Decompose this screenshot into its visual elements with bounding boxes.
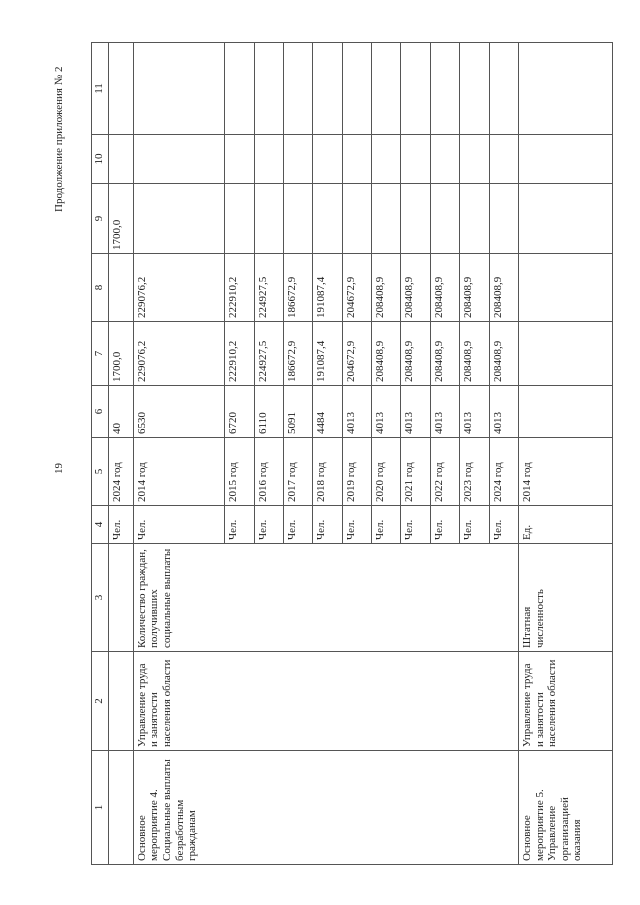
table-row (109, 43, 134, 865)
measure-4-indicator: Количество граждан, получивших социальные выплаты (133, 544, 225, 652)
cell (254, 652, 283, 751)
value-cell: 224927,5 (254, 254, 283, 322)
value-cell: 222910,2 (225, 322, 254, 386)
count-cell: 40 (109, 386, 134, 438)
measure-4-name: Основное мероприятие 4. Социальные выплаты безработным гражданам (133, 751, 225, 865)
year-cell: 2014 год (518, 438, 612, 506)
table-row (489, 43, 518, 865)
cell (489, 135, 518, 184)
measure-5-name: Основное мероприятие 5. Управление организацией оказания (518, 751, 612, 865)
count-cell: 4484 (313, 386, 342, 438)
unit-cell: Чел. (460, 506, 489, 544)
cell (460, 43, 489, 135)
value-cell: 208408,9 (460, 254, 489, 322)
cell (225, 544, 254, 652)
cell (518, 386, 612, 438)
table-row (518, 43, 612, 865)
continuation-note: Продолжение приложения № 2 (53, 66, 65, 212)
cell (460, 544, 489, 652)
cell (489, 652, 518, 751)
cell (284, 751, 313, 865)
cell (225, 184, 254, 254)
cell (489, 43, 518, 135)
cell (342, 135, 371, 184)
cell (372, 544, 401, 652)
cell (489, 184, 518, 254)
value-cell: 208408,9 (372, 322, 401, 386)
cell (460, 652, 489, 751)
value-cell: 186672,9 (284, 254, 313, 322)
cell (254, 544, 283, 652)
cell (372, 751, 401, 865)
cell (284, 652, 313, 751)
value-cell: 1700,0 (109, 322, 134, 386)
cell (133, 184, 225, 254)
cell (489, 751, 518, 865)
cell (284, 135, 313, 184)
cell (430, 751, 459, 865)
value-cell: 208408,9 (489, 322, 518, 386)
unit-cell: Ед. (518, 506, 612, 544)
cell (254, 751, 283, 865)
unit-cell: Чел. (372, 506, 401, 544)
measure-5-indicator: Штатная численность (518, 544, 612, 652)
cell (518, 254, 612, 322)
col-num: 4 (92, 506, 109, 544)
value-cell: 208408,9 (460, 322, 489, 386)
count-cell: 4013 (372, 386, 401, 438)
unit-cell: Чел. (430, 506, 459, 544)
value-cell: 191087,4 (313, 322, 342, 386)
cell (109, 652, 134, 751)
cell (313, 751, 342, 865)
year-cell: 2024 год (489, 438, 518, 506)
cell (372, 135, 401, 184)
cell (342, 751, 371, 865)
value-cell: 208408,9 (430, 322, 459, 386)
cell (401, 544, 430, 652)
unit-cell: Чел. (254, 506, 283, 544)
cell (313, 43, 342, 135)
cell (372, 652, 401, 751)
cell (313, 184, 342, 254)
value-cell: 204672,9 (342, 322, 371, 386)
table-row (313, 43, 342, 865)
year-cell: 2020 год (372, 438, 401, 506)
unit-cell: Чел. (489, 506, 518, 544)
unit-cell: Чел. (401, 506, 430, 544)
table-row (430, 43, 459, 865)
year-cell: 2023 год (460, 438, 489, 506)
table-row (225, 43, 254, 865)
col-num: 7 (92, 322, 109, 386)
value-cell: 191087,4 (313, 254, 342, 322)
cell (133, 43, 225, 135)
cell (460, 135, 489, 184)
cell (372, 43, 401, 135)
count-cell: 4013 (460, 386, 489, 438)
table-row (372, 43, 401, 865)
value-cell (109, 135, 134, 184)
count-cell: 4013 (401, 386, 430, 438)
unit-cell: Чел. (342, 506, 371, 544)
count-cell: 4013 (342, 386, 371, 438)
cell (109, 751, 134, 865)
cell (518, 184, 612, 254)
value-cell: 186672,9 (284, 322, 313, 386)
cell (225, 43, 254, 135)
col-num: 6 (92, 386, 109, 438)
cell (313, 135, 342, 184)
value-cell: 208408,9 (430, 254, 459, 322)
cell (430, 135, 459, 184)
year-cell: 2018 год (313, 438, 342, 506)
unit-cell: Чел. (109, 506, 134, 544)
year-cell: 2022 год (430, 438, 459, 506)
cell (401, 652, 430, 751)
cell (489, 544, 518, 652)
count-cell: 5091 (284, 386, 313, 438)
value-cell: 208408,9 (401, 322, 430, 386)
unit-cell: Чел. (313, 506, 342, 544)
cell (313, 652, 342, 751)
cell (225, 751, 254, 865)
value-cell: 204672,9 (342, 254, 371, 322)
value-cell: 229076,2 (133, 322, 225, 386)
cell (284, 184, 313, 254)
measure-4-executor: Управление труда и занятости населения области (133, 652, 225, 751)
table-row (254, 43, 283, 865)
cell (342, 652, 371, 751)
cell (430, 544, 459, 652)
cell (342, 184, 371, 254)
year-cell: 2017 год (284, 438, 313, 506)
cell (401, 135, 430, 184)
col-num: 5 (92, 438, 109, 506)
col-num: 3 (92, 544, 109, 652)
table-row (342, 43, 371, 865)
value-cell: 222910,2 (225, 254, 254, 322)
col-num: 9 (92, 184, 109, 254)
count-cell: 6110 (254, 386, 283, 438)
col-num: 11 (92, 43, 109, 135)
cell (225, 652, 254, 751)
cell (430, 184, 459, 254)
cell (254, 43, 283, 135)
table-row (401, 43, 430, 865)
cell (254, 184, 283, 254)
year-cell: 2016 год (254, 438, 283, 506)
cell (430, 43, 459, 135)
cell (284, 43, 313, 135)
table-row (460, 43, 489, 865)
cell (430, 652, 459, 751)
value-cell (109, 254, 134, 322)
table-row (284, 43, 313, 865)
cell (254, 135, 283, 184)
col-num: 10 (92, 135, 109, 184)
cell (342, 43, 371, 135)
cell (518, 43, 612, 135)
unit-cell: Чел. (284, 506, 313, 544)
value-cell: 1700,0 (109, 184, 134, 254)
cell (460, 751, 489, 865)
cell (401, 184, 430, 254)
measure-5-executor: Управление труда и занятости населения области (518, 652, 612, 751)
cell (460, 184, 489, 254)
value-cell: 208408,9 (489, 254, 518, 322)
cell (284, 544, 313, 652)
table-row (133, 43, 225, 865)
value-cell: 229076,2 (133, 254, 225, 322)
year-cell: 2024 год (109, 438, 134, 506)
column-number-row (92, 43, 109, 865)
cell (109, 544, 134, 652)
year-cell: 2019 год (342, 438, 371, 506)
count-cell: 4013 (430, 386, 459, 438)
cell (401, 751, 430, 865)
cell (225, 135, 254, 184)
cell (372, 184, 401, 254)
count-cell: 4013 (489, 386, 518, 438)
measures-table (91, 42, 613, 865)
value-cell: 208408,9 (401, 254, 430, 322)
year-cell: 2015 год (225, 438, 254, 506)
count-cell: 6530 (133, 386, 225, 438)
value-cell: 208408,9 (372, 254, 401, 322)
cell (401, 43, 430, 135)
col-num: 1 (92, 751, 109, 865)
cell (342, 544, 371, 652)
year-cell: 2021 год (401, 438, 430, 506)
page-number: 19 (53, 463, 65, 474)
value-cell (109, 43, 134, 135)
cell (133, 135, 225, 184)
value-cell: 224927,5 (254, 322, 283, 386)
unit-cell: Чел. (133, 506, 225, 544)
col-num: 8 (92, 254, 109, 322)
col-num: 2 (92, 652, 109, 751)
year-cell: 2014 год (133, 438, 225, 506)
cell (518, 135, 612, 184)
cell (518, 322, 612, 386)
rotated-table-container (91, 43, 613, 865)
cell (313, 544, 342, 652)
count-cell: 6720 (225, 386, 254, 438)
unit-cell: Чел. (225, 506, 254, 544)
